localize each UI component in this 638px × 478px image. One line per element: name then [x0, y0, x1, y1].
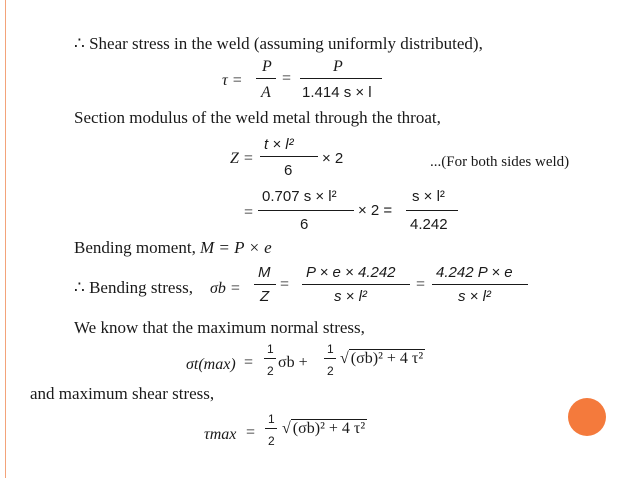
eq3-den2: 4.242 — [410, 216, 448, 233]
text-shear-stress-intro: ∴ Shear stress in the weld (assuming uniformly distributed), — [74, 34, 483, 53]
eq2-num: t × l² — [264, 136, 294, 153]
eq1-den2: 1.414 s × l — [302, 84, 372, 101]
text-max-shear-stress: and maximum shear stress, — [30, 384, 215, 403]
eq6-half1-bar — [264, 358, 276, 359]
eq4-expr: M = P × e — [200, 238, 272, 257]
eq1-equals: = — [282, 70, 292, 87]
eq7-half-bar — [265, 428, 277, 429]
eq3-equals: = — [244, 204, 254, 221]
eq5-den3: s × l² — [458, 288, 491, 305]
eq3-fraction-bar2 — [406, 210, 458, 211]
eq2-den: 6 — [284, 162, 293, 179]
eq6-root: (σb)² + 4 τ² — [350, 350, 424, 367]
text-section-modulus: Section modulus of the weld metal through the throat, — [74, 108, 441, 127]
eq3-num2: s × l² — [412, 188, 445, 205]
eq7-half-num: 1 — [268, 412, 275, 426]
eq5-num1: M — [258, 264, 271, 281]
eq6-sqrt: √ (σb)² + 4 τ² — [340, 350, 424, 367]
orange-accent-dot — [568, 398, 606, 436]
text-max-normal-stress: We know that the maximum normal stress, — [74, 318, 365, 337]
eq7-lhs: τmax — [204, 426, 237, 443]
eq6-equals: = — [244, 354, 254, 371]
eq3-den: 6 — [300, 216, 309, 233]
eq7-sqrt: √ (σb)² + 4 τ² — [282, 420, 366, 437]
eq1-fraction-bar2 — [300, 78, 382, 79]
eq6-half1-den: 2 — [267, 364, 274, 378]
eq2-fraction-bar — [260, 156, 318, 157]
eq1-den1: A — [261, 84, 271, 101]
eq5-equals2: = — [416, 276, 426, 293]
eq5-lhs: σb = — [210, 280, 241, 297]
text-bending-moment: Bending moment, — [74, 238, 196, 257]
eq6-term: σb + — [278, 354, 308, 371]
eq1-fraction-bar1 — [256, 78, 276, 79]
eq7-half-den: 2 — [268, 434, 275, 448]
eq7-root: (σb)² + 4 τ² — [292, 420, 366, 437]
text-bending-stress: ∴ Bending stress, — [74, 278, 193, 297]
eq6-half1-num: 1 — [267, 342, 274, 356]
eq6-half2-bar — [324, 358, 336, 359]
eq5-den2: s × l² — [334, 288, 367, 305]
eq3-num: 0.707 s × l² — [262, 188, 337, 205]
eq2-lhs: Z = — [230, 150, 254, 167]
eq5-equals1: = — [280, 276, 290, 293]
slide-left-border — [0, 0, 10, 478]
eq3-mult: × 2 = — [358, 202, 393, 219]
eq5-fraction-bar3 — [432, 284, 528, 285]
eq1-lhs: τ = — [222, 72, 243, 89]
eq2-note: ...(For both sides weld) — [430, 154, 570, 170]
eq6-lhs: σt(max) — [186, 356, 236, 373]
eq2-mult: × 2 — [322, 150, 344, 167]
eq1-num1: P — [262, 58, 272, 75]
eq6-half2-den: 2 — [327, 364, 334, 378]
eq5-fraction-bar2 — [302, 284, 410, 285]
eq5-fraction-bar1 — [254, 284, 276, 285]
eq5-num2: P × e × 4.242 — [306, 264, 396, 281]
eq5-num3: 4.242 P × e — [436, 264, 513, 281]
eq1-num2: P — [333, 58, 343, 75]
eq5-den1: Z — [260, 288, 270, 305]
eq3-fraction-bar — [258, 210, 354, 211]
eq6-half2-num: 1 — [327, 342, 334, 356]
eq7-equals: = — [246, 424, 256, 441]
